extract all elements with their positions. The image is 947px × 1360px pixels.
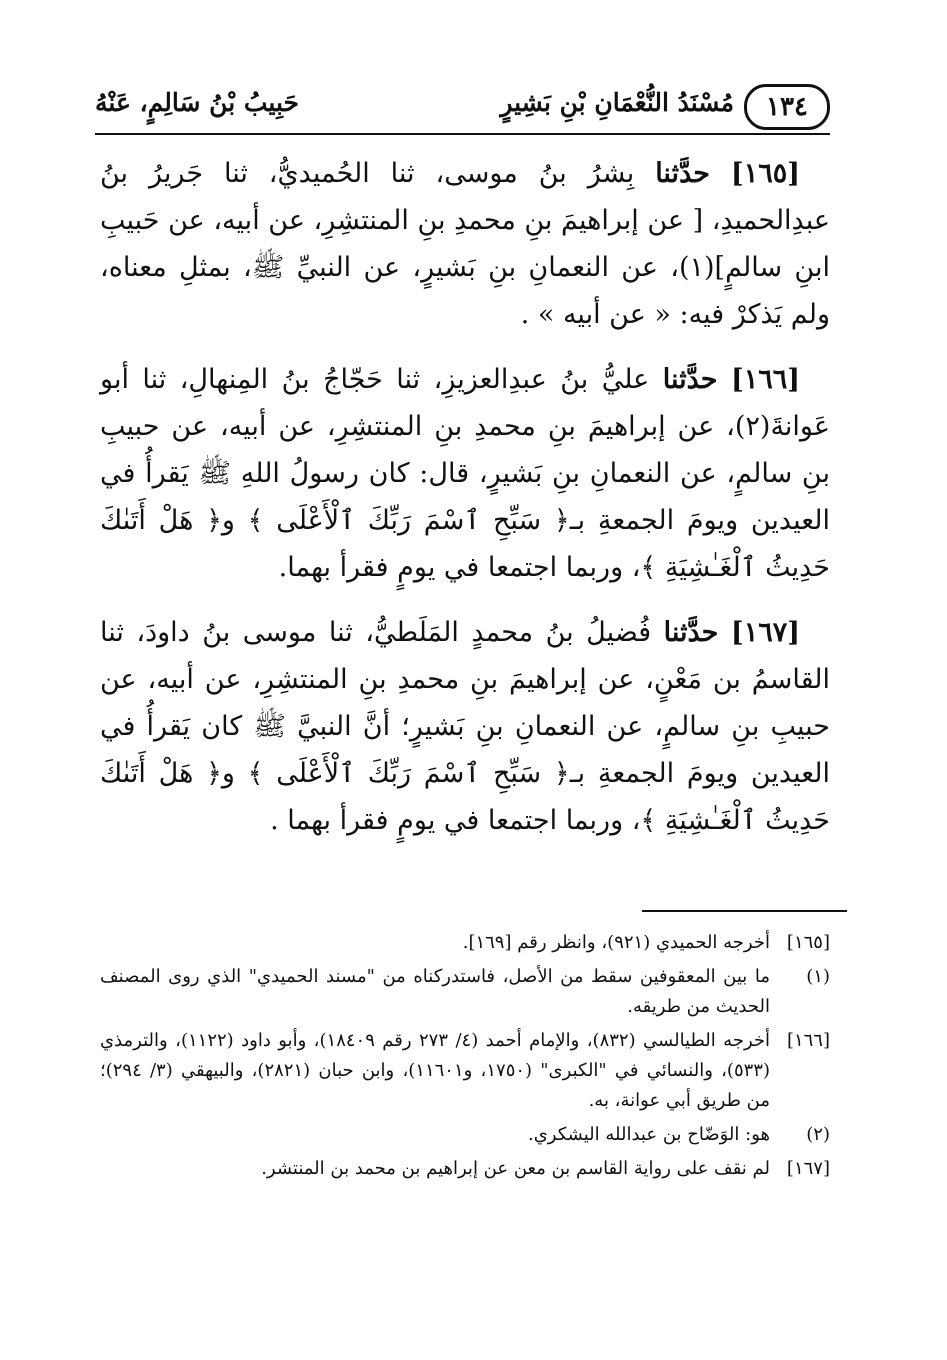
hadith-number: [١٦٦] xyxy=(730,364,801,395)
hadith-lead-word: حدَّثنا xyxy=(662,364,718,395)
main-text xyxy=(100,150,830,862)
footnote-tag: (٢) xyxy=(806,1124,830,1145)
footnote-divider xyxy=(642,910,847,912)
footnote-text: ما بين المعقوفين سقط من الأصل، فاستدركناه من "مسند الحميدي" الذي روى المصنف الحديث من طريقه. xyxy=(100,966,770,1017)
hadith-lead-word: حدَّثنا xyxy=(655,158,710,189)
footnote-tag: [١٦٦] xyxy=(786,1030,831,1051)
hadith-text: فُضيلُ بنُ محمدٍ المَلَطيُّ، ثنا موسى بنُ داودَ، ثنا القاسمُ بن مَعْنٍ، عن إبراهيمَ بنِ محمدِ بنِ المنتشِرِ، عن أبيه، عن حبيبِ بنِ سالمٍ، عن النعمانِ بنِ بَشيرٍ؛ أنَّ النبيَّ ﷺ كان يَقرأُ في العيدين ويومَ الجمعةِ بـ﴿ سَبِّحِ ٱسْمَ رَبِّكَ ٱلْأَعْلَى ﴾ و﴿ هَلْ أَتَىٰكَ حَدِيثُ ٱلْغَـٰشِيَةِ ﴾، وربما اجتمعا في يومٍ فقرأ بهما . xyxy=(100,617,830,836)
hadith-number: [١٦٧] xyxy=(730,617,800,648)
footnote xyxy=(100,1120,830,1150)
footnote xyxy=(100,1154,830,1184)
hadith-text: عليُّ بنُ عبدِالعزيزِ، ثنا حَجّاجُ بنُ المِنهالِ، ثنا أبو عَوانةَ(٢)، عن إبراهيمَ بنِ محمدِ بنِ المنتشِرِ، عن أبيه، عن حبيبِ بنِ سالمٍ، عن النعمانِ بنِ بَشيرٍ، قال: كان رسولُ اللهِ ﷺ يَقرأُ في العيدين ويومَ الجمعةِ بـ﴿ سَبِّحِ ٱسْمَ رَبِّكَ ٱلْأَعْلَى ﴾ و﴿ هَلْ أَتَىٰكَ حَدِيثُ ٱلْغَـٰشِيَةِ ﴾، وربما اجتمعا في يومٍ فقرأ بهما. xyxy=(100,364,830,583)
footnote-text: أخرجه الطيالسي (٨٣٢)، والإمام أحمد (٤/ ٢٧٣ رقم ١٨٤٠٩)، وأبو داود (١١٢٢)، والترمذي (٥٣٣)، والنسائي في "الكبرى" (١٧٥٠، و١١٦٠١)، وابن حبان (٢٨٢١)، والبيهقي (٣/ ٢٩٤)؛ من طريق أبي عوانة، به. xyxy=(100,1030,771,1111)
page-number: ١٣٤ xyxy=(744,84,830,130)
footnotes xyxy=(100,928,830,1188)
book-title: مُسْنَدُ النُّعْمَانِ بْنِ بَشِيرٍ xyxy=(500,88,734,117)
footnote-tag: [١٦٥] xyxy=(786,932,830,953)
hadith-166 xyxy=(100,356,830,591)
footnote-tag: [١٦٧] xyxy=(786,1158,830,1179)
footnote-text: أخرجه الحميدي (٩٢١)، وانظر رقم [١٦٩]. xyxy=(462,932,770,953)
hadith-167 xyxy=(100,609,830,844)
section-title: حَبِيبُ بْنُ سَالِمٍ، عَنْهُ xyxy=(95,88,299,117)
hadith-165 xyxy=(100,150,830,338)
footnote-text: هو: الوَضّاح بن عبدالله اليشكري. xyxy=(528,1124,770,1145)
hadith-text: بِشرُ بنُ موسى، ثنا الحُميديُّ، ثنا جَريرُ بنُ عبدِالحميدِ، [ عن إبراهيمَ بنِ محمدِ بنِ المنتشِرِ، عن أبيه، عن حَبيبِ ابنِ سالمٍ](١)، عن النعمانِ بنِ بَشيرٍ، عن النبيِّ ﷺ، بمثلِ معناه، ولم يَذكرْ فيه: « عن أبيه » . xyxy=(100,158,830,330)
hadith-number: [١٦٥] xyxy=(730,158,800,189)
footnote xyxy=(100,962,830,1022)
footnote-text: لم نقف على رواية القاسم بن معن عن إبراهيم بن محمد بن المنتشر. xyxy=(261,1158,770,1179)
footnote xyxy=(100,928,830,958)
header-divider xyxy=(95,133,830,135)
footnote-tag: (١) xyxy=(806,966,830,987)
page-header xyxy=(95,70,830,126)
footnote xyxy=(100,1026,830,1116)
hadith-lead-word: حدَّثنا xyxy=(663,617,719,648)
